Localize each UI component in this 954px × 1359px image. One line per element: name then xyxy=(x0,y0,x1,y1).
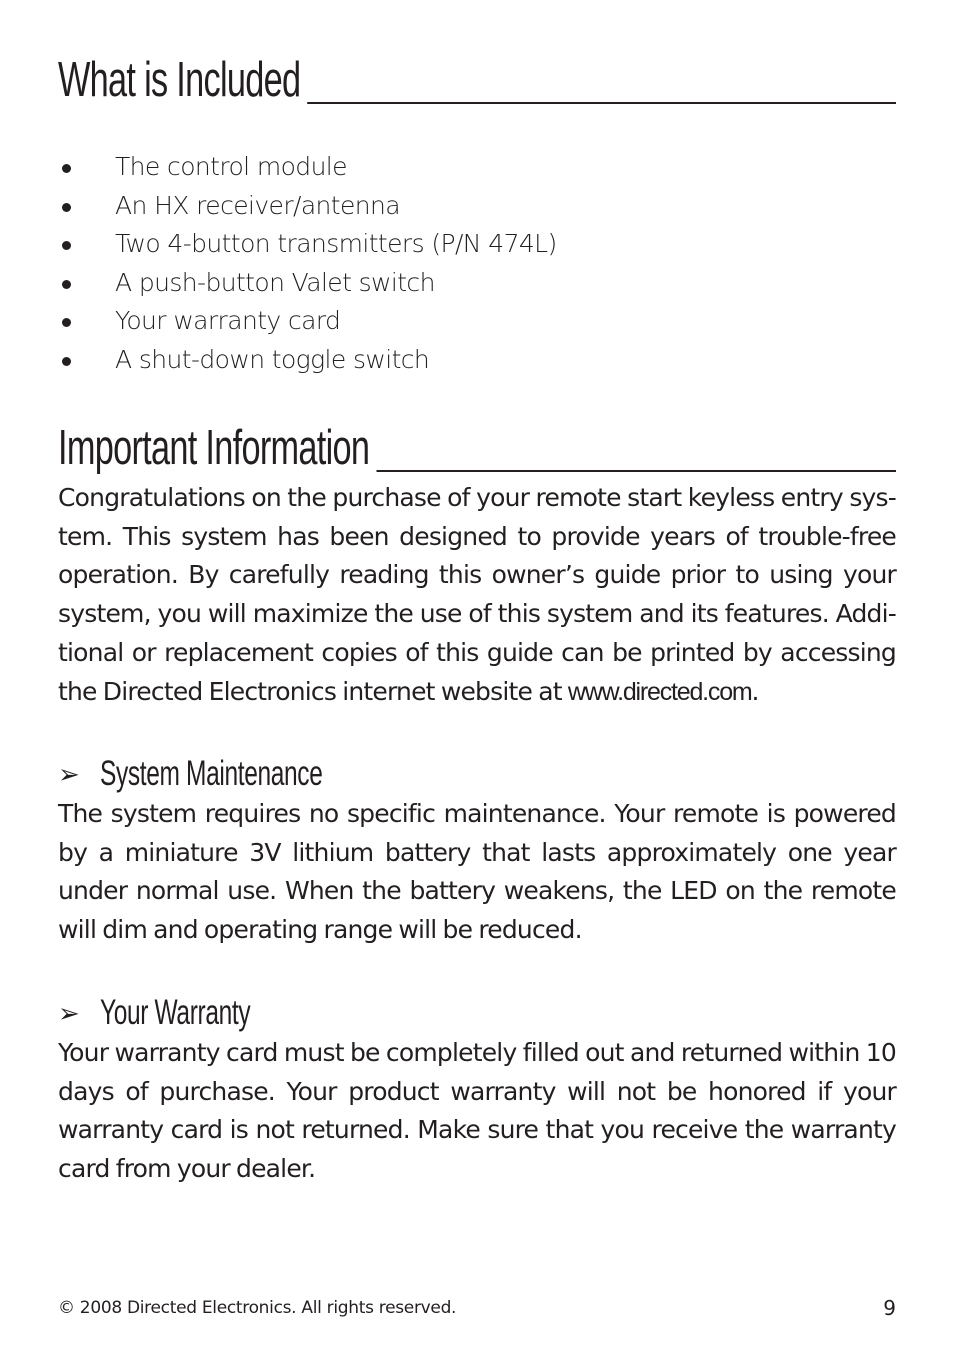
important-information-paragraph: Congratulations on the purchase of your remote start keyless entry sys-tem. This system has been designed to provide years of trouble-free operation. By carefully reading this owner’s guide prior to using your system, you will maximize the use of this system and its features. Addi-tional or replacement copies of this guide can be printed by accessing the Directed Electronics internet website at www.directed.com. xyxy=(58,483,896,706)
page-footer xyxy=(58,1295,896,1321)
bullet-icon xyxy=(62,241,71,250)
bullet-icon xyxy=(62,318,71,327)
bullet-icon xyxy=(62,357,71,366)
bullet-icon xyxy=(62,280,71,289)
section-heading-what-is-included xyxy=(58,46,896,107)
website-link[interactable]: www.directed.com xyxy=(567,677,752,706)
heading-text: Important Information xyxy=(58,420,376,476)
arrow-bullet-icon: ➢ xyxy=(58,999,80,1029)
maintenance-paragraph: The system requires no specific maintenance. Your remote is powered by a miniature 3V lithium battery that lasts approximately one year under normal use. When the battery weakens, the LED on the remote will dim and operating range will be reduced. xyxy=(58,799,896,945)
arrow-bullet-icon: ➢ xyxy=(58,760,80,790)
bullet-icon xyxy=(62,164,71,173)
heading-text: What is Included xyxy=(58,52,307,108)
warranty-paragraph: Your warranty card must be completely filled out and returned within 10 days of purchase. Your product warranty will not be honored if your warranty card is not returned. Make sure that you receive the warranty card from your dealer. xyxy=(58,1038,896,1184)
copyright-notice: © 2008 Directed Electronics. All rights reserved. xyxy=(58,1298,457,1318)
bullet-icon xyxy=(62,203,71,212)
section-heading-important-information xyxy=(58,414,896,475)
manual-page: What is Included The control module An HX receiver/antenna Two 4-button transmitters (P/N 474L) A push-button Valet switch Your warranty card A shut-down toggle switch Important Information Congratulations on the purchase of your remote start keyless entry sys-tem. This system has been designed to provide years of trouble-free operation. By carefully reading this owner’s guide prior to using your system, you will maximize the use of this system and its features. Addi-tional or replacement copies of this guide can be printed by accessing the Directed Electronics internet website at www.directed.com. ➢ System Maintenance The system requires no specific maintenance. Your remote is powered by a miniature 3V lithium battery that lasts approximately one year under normal use. When the battery weakens, the LED on the remote will dim and operating range will be reduced. ➢ Your Warranty Your warranty card must be completely filled out and returned within 10 days of purchase. Your product warranty will not be honored if your warranty card is not returned. Make sure that you receive the warranty card from your dealer. © 2008 Directed Electronics. All rights reserved. 9 xyxy=(58,0,896,1359)
page-number: 9 xyxy=(883,1296,896,1320)
